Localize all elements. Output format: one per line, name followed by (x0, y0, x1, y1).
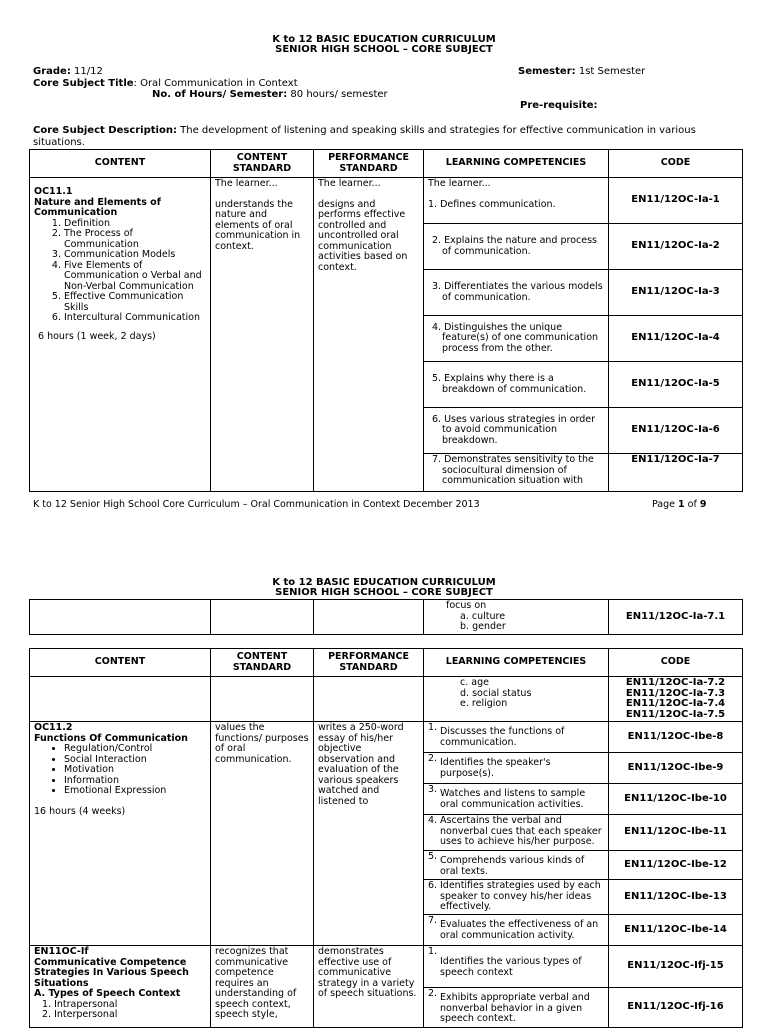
list-item: • Information (64, 776, 206, 787)
header-code: CODE (609, 150, 743, 178)
performance-standard-text: demonstrates effective use of communicative strategy in a variety of speech situations. (318, 946, 417, 999)
competency-cell (424, 224, 609, 270)
code-cell: EN11/12OC-Ibe-14 (609, 915, 743, 946)
table-header-row (30, 649, 743, 677)
header-learning-competencies: LEARNING COMPETENCIES (424, 649, 609, 677)
code-cell: EN11/12OC-Ia-6 (609, 408, 743, 454)
competency-cell (424, 784, 609, 815)
code-cell: EN11/12OC-Ibe-13 (609, 880, 743, 915)
code-cell: EN11/12OC-Ibe-10 (609, 784, 743, 815)
table-row (30, 722, 743, 753)
empty-cell (30, 600, 211, 635)
header-content-standard: CONTENT STANDARD (211, 649, 314, 677)
code-cell: EN11/12OC-Ia-7 (609, 454, 743, 492)
content-list (34, 219, 206, 324)
table-row (30, 677, 743, 722)
list-item-text: Five Elements of Communication (64, 259, 143, 281)
item-letter: d. (460, 687, 470, 699)
list-item: 3. Communication Models (64, 250, 206, 261)
header-learning-competencies: LEARNING COMPETENCIES (424, 150, 609, 178)
competency-number: 6. (428, 880, 438, 891)
competency-cell (424, 988, 609, 1028)
item-letter: e. (460, 698, 469, 709)
hours-value: 80 hours/ semester (290, 89, 388, 100)
competency-cell (424, 408, 609, 454)
page-label: Page (652, 499, 679, 510)
page-number (652, 499, 706, 510)
competency-cell (424, 722, 609, 753)
competency-cell (424, 753, 609, 784)
item-letter: b. (460, 621, 470, 632)
code-cell: EN11/12OC-Ia-2 (609, 224, 743, 270)
competency-number: 4. (428, 815, 438, 826)
header-content: CONTENT (30, 649, 211, 677)
page-total: 9 (699, 499, 707, 510)
list-item: • Regulation/Control (64, 744, 206, 755)
list-item: 1. Intrapersonal (42, 998, 118, 1010)
description-line (33, 125, 743, 149)
competency-number: 2. (428, 988, 438, 999)
semester-value: 1st Semester (578, 66, 646, 77)
header-performance-standard: PERFORMANCE STANDARD (314, 150, 424, 178)
code-cell: EN11/12OC-Ibe-9 (609, 753, 743, 784)
empty-cell (30, 677, 211, 722)
competency-text: 6. Uses various strategies in order to avoid communication breakdown. (432, 413, 596, 446)
curriculum-title: K to 12 BASIC EDUCATION CURRICULUM (272, 577, 496, 588)
performance-standard-text: designs and performs effective controlled and uncontrolled oral communication activities based on context. (318, 198, 408, 273)
competency-text: Ascertains the verbal and nonverbal cues that each speaker uses to achieve his/her purpose. (440, 815, 602, 847)
item-text: culture (471, 610, 506, 622)
table-header-row (30, 150, 743, 178)
learner-label: The learner... (215, 178, 278, 189)
list-item (428, 612, 604, 623)
competency-text: 2. Explains the nature and process of communication. (432, 235, 597, 257)
code-value: EN11/12OC-Ia-7.3 (625, 687, 726, 699)
item-text: gender (472, 621, 506, 632)
curriculum-table-page2 (29, 648, 743, 1028)
header-performance-standard: PERFORMANCE STANDARD (314, 649, 424, 677)
code-cell (609, 677, 743, 722)
item-text: social status (472, 687, 532, 699)
list-item (428, 622, 604, 633)
competency-cell (424, 677, 609, 722)
performance-standard-cell (314, 178, 424, 492)
content-code: OC11.1 (34, 186, 73, 197)
competency-text: Identifies the various types of speech context (440, 956, 582, 978)
code-cell: EN11/12OC-Ia-3 (609, 270, 743, 316)
item-text: age (471, 677, 489, 688)
header-content: CONTENT (30, 150, 211, 178)
curriculum-subtitle: SENIOR HIGH SCHOOL – CORE SUBJECT (275, 587, 493, 598)
competency-number: 7. (428, 915, 438, 926)
table-row (30, 946, 743, 988)
competency-text: Identifies the speaker's purpose(s). (440, 757, 551, 779)
item-letter: c. (460, 677, 469, 688)
table-row (30, 600, 743, 635)
content-list (34, 744, 206, 797)
content-standard-text: recognizes that communicative competence requires an understanding of speech context, speech style, (215, 946, 297, 1020)
competency-cell (424, 316, 609, 362)
competency-number: 5. (428, 851, 438, 862)
content-cell (30, 722, 211, 946)
competency-cell (424, 270, 609, 316)
content-standard-cell (211, 178, 314, 492)
competency-cell (424, 362, 609, 408)
competency-text: Watches and listens to sample oral communication activities. (440, 788, 586, 810)
competency-text: 3. Differentiates the various models of communication. (432, 281, 603, 303)
curriculum-title: K to 12 BASIC EDUCATION CURRICULUM (272, 34, 496, 45)
content-topic: Functions Of Communication (34, 732, 188, 744)
code-cell: EN11/12OC-Ibe-8 (609, 722, 743, 753)
competency-number: 1. (428, 722, 438, 733)
table-row (30, 178, 743, 224)
grade-value: 11/12 (74, 66, 103, 77)
competency-cell (424, 600, 609, 635)
semester-line (518, 66, 645, 78)
competency-text: Discusses the functions of communication. (440, 726, 565, 748)
list-item: 5. Effective Communication Skills (64, 292, 206, 313)
code-value: EN11/12OC-Ia-7.4 (625, 698, 726, 709)
learner-label: The learner... (428, 178, 491, 189)
content-standard-cell (211, 946, 314, 1028)
code-cell: EN11/12OC-Ifj-16 (609, 988, 743, 1028)
content-code: OC11.2 (34, 722, 73, 733)
competency-text: 5. Explains why there is a breakdown of communication. (432, 373, 587, 395)
content-standard-cell (211, 722, 314, 946)
empty-cell (314, 600, 424, 635)
competency-text: 1. Defines communication. (428, 198, 556, 210)
list-item (428, 689, 604, 700)
subject-title-label: Core Subject Title (33, 78, 134, 89)
code-cell: EN11/12OC-Ia-5 (609, 362, 743, 408)
description-label: Core Subject Description: (33, 125, 177, 136)
competency-text: focus on (446, 600, 487, 611)
list-item: • Motivation (64, 765, 206, 776)
list-subitem: o Verbal and Non-Verbal Communication (64, 270, 202, 292)
content-hours: 16 hours (4 weeks) (34, 805, 126, 817)
list-item: 2. Interpersonal (42, 1009, 118, 1020)
performance-standard-cell (314, 946, 424, 1028)
empty-cell (211, 600, 314, 635)
competency-text: Identifies strategies used by each speaker to convey his/her ideas effectively. (440, 880, 601, 912)
content-cell (30, 178, 211, 492)
item-text: religion (471, 698, 508, 709)
list-item: • Emotional Expression (64, 786, 206, 797)
semester-label: Semester: (518, 66, 576, 77)
performance-standard-cell (314, 722, 424, 946)
header-content-standard: CONTENT STANDARD (211, 150, 314, 178)
performance-standard-text: writes a 250-word essay of his/her objective observation and evaluation of the various speakers watched and listened to (318, 722, 404, 807)
competency-cell (424, 815, 609, 851)
header-code: CODE (609, 649, 743, 677)
page-of: of (684, 499, 700, 510)
code-cell: EN11/12OC-Ibe-12 (609, 851, 743, 880)
competency-cell (424, 880, 609, 915)
content-standard-text: understands the nature and elements of oral communication in context. (215, 198, 301, 252)
content-topic: Nature and Elements of Communication (34, 196, 161, 218)
item-letter: a. (460, 610, 469, 622)
hours-label: No. of Hours/ Semester: (152, 89, 288, 100)
competency-cell (424, 851, 609, 880)
continuation-table (29, 599, 743, 635)
curriculum-subtitle: SENIOR HIGH SCHOOL – CORE SUBJECT (275, 44, 493, 55)
competency-cell (424, 915, 609, 946)
empty-cell (314, 677, 424, 722)
competency-number: 1. (428, 946, 438, 957)
content-hours: 6 hours (1 week, 2 days) (38, 330, 156, 342)
code-value: EN11/12OC-Ia-7.5 (625, 708, 726, 720)
competency-text: Exhibits appropriate verbal and nonverbal behavior in a given speech context. (440, 992, 590, 1024)
code-cell: EN11/12OC-Ibe-11 (609, 815, 743, 851)
list-item: 2. The Process of Communication (64, 229, 206, 250)
content-cell (30, 946, 211, 1028)
content-standard-text: values the functions/ purposes of oral communication. (215, 722, 309, 765)
content-subtopic: A. Types of Speech Context (34, 988, 181, 999)
content-topic: Communicative Competence Strategies In Various Speech Situations (34, 956, 189, 989)
subject-title-value: : Oral Communication in Context (133, 78, 298, 89)
competency-cell (424, 178, 609, 224)
hours-line (152, 89, 388, 101)
code-cell: EN11/12OC-Ia-1 (609, 178, 743, 224)
footer-text: K to 12 Senior High School Core Curriculum – Oral Communication in Context December 2013 (33, 499, 480, 510)
description-value: The development of listening and speaking skills and strategies for effective communication in various situations. (33, 125, 696, 148)
learner-label: The learner... (318, 178, 381, 189)
content-code: EN11OC-If (34, 946, 89, 957)
empty-cell (211, 677, 314, 722)
competency-number: 3. (428, 784, 438, 795)
competency-number: 2. (428, 753, 438, 764)
curriculum-table-page1 (29, 149, 743, 492)
list-item: 1. Definition (64, 219, 206, 230)
grade-line (33, 66, 103, 78)
competency-text: 4. Distinguishes the unique feature(s) of one communication process from the other. (432, 321, 599, 354)
list-item (64, 261, 206, 293)
list-item: 6. Intercultural Communication (64, 313, 206, 324)
competency-text: Comprehends various kinds of oral texts. (440, 855, 585, 877)
competency-cell (424, 946, 609, 988)
list-item (428, 699, 604, 710)
code-cell: EN11/12OC-Ia-7.1 (609, 600, 743, 635)
code-cell: EN11/12OC-Ifj-15 (609, 946, 743, 988)
list-item: • Social Interaction (64, 755, 206, 766)
code-cell: EN11/12OC-Ia-4 (609, 316, 743, 362)
competency-cell (424, 454, 609, 492)
prerequisite-label: Pre-requisite: (520, 100, 598, 111)
grade-label: Grade: (33, 66, 71, 77)
code-value: EN11/12OC-Ia-7.2 (625, 677, 726, 688)
page-current: 1 (678, 499, 685, 510)
competency-text: Evaluates the effectiveness of an oral communication activity. (440, 919, 599, 941)
competency-text: 7. Demonstrates sensitivity to the sociocultural dimension of communication situation with (432, 454, 594, 486)
